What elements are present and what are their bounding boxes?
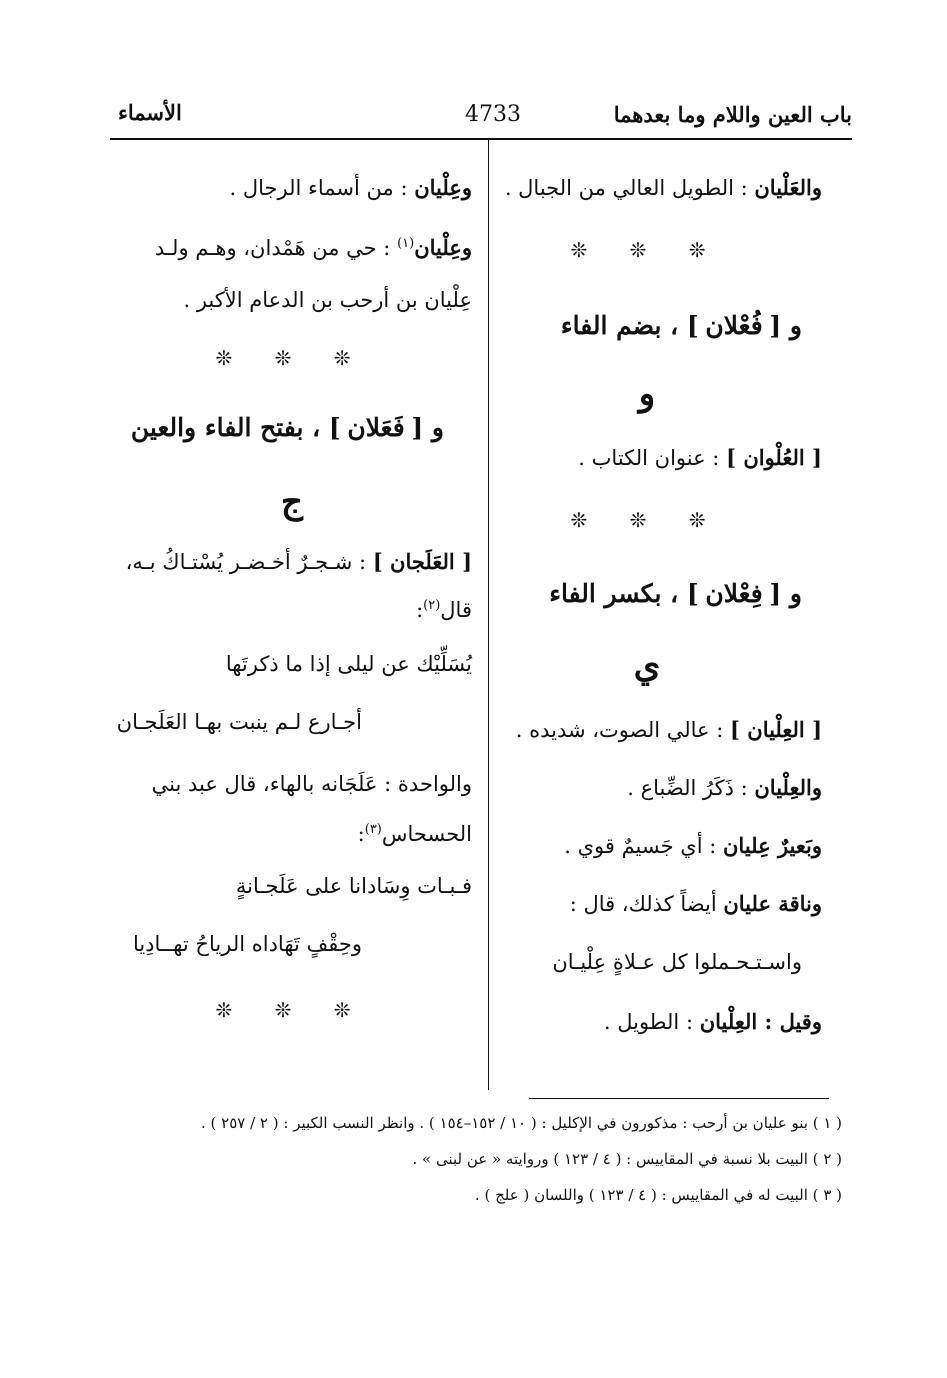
letter-heading-ya: ي bbox=[633, 646, 661, 686]
section-title: الأسماء bbox=[118, 100, 182, 125]
entry-alajan-cont: قال$^{(٢)}$: bbox=[416, 598, 472, 622]
entry-ilyan-hyena: والعِلْيان : ذَكَرُ الضِّباع . bbox=[627, 775, 822, 800]
verse-line: وحِقْفٍ تَهَاداه الرياحُ تهــادِيا bbox=[132, 932, 362, 956]
verse-line: يُسَلِّيْك عن ليلى إذا ما ذكرتَها bbox=[225, 652, 472, 676]
footnote-divider bbox=[529, 1098, 829, 1099]
entry-aalyan-mountains: والعَلْيان : الطويل العالي من الجبال . bbox=[504, 175, 822, 200]
section-heading-faalan: و [ فَعَلان ] ، بفتح الفاء والعين bbox=[130, 413, 444, 442]
chapter-title: باب العين واللام وما بعدهما bbox=[613, 102, 852, 127]
footnote-1: ( ١ ) بنو عليان بن أرحب : مذكورون في الإكليل : ( ١٠ / ١٥٢–١٥٤ ) . وانظر النسب الكبير : ( ٢ / ٢٥٧ ) . bbox=[201, 1114, 842, 1132]
verse-line: أجـارع لـم ينبت بهـا العَلَجـان bbox=[116, 710, 362, 734]
letter-heading-waw: و bbox=[638, 374, 656, 414]
entry-ilyan-tribe: وعِلْيان$^{(١)}$ : حي من هَمْدان، وهـم ولـد bbox=[154, 235, 472, 260]
verse-line: واسـتـحـملوا كل عـلاةٍ عِلْيـان bbox=[552, 950, 802, 974]
entry-alajana: والواحدة : عَلَجَانه بالهاء، قال عبد بني bbox=[151, 772, 472, 796]
footnote-3: ( ٣ ) البيت له في المقاييس : ( ٤ / ١٢٣ ) واللسان ( علج ) . bbox=[474, 1186, 842, 1204]
section-separator: ❊ ❊ ❊ bbox=[570, 238, 724, 262]
page-number: 4733 bbox=[465, 102, 521, 127]
verse-line: فـبـات وِسَادانا على عَلَجـانةٍ bbox=[235, 874, 472, 898]
section-separator: ❊ ❊ ❊ bbox=[215, 346, 369, 370]
section-heading-fulan: و [ فُعْلان ] ، بضم الفاء bbox=[560, 311, 802, 340]
entry-ilyan-tall: وقيل : العِلْيان : الطويل . bbox=[603, 1009, 822, 1034]
entry-ilyan-tribe-cont: عِلْيان بن أرحب بن الدعام الأكبر . bbox=[183, 288, 472, 312]
entry-ilyan-names: وعِلْيان : من أسماء الرجال . bbox=[229, 175, 472, 200]
entry-bair-ilyan: وبَعيرٌ عِليان : أي جَسيمٌ قوي . bbox=[564, 833, 822, 858]
entry-ulwan: [ العُلْوان ] : عنوان الكتاب . bbox=[578, 445, 822, 470]
footnote-2: ( ٢ ) البيت بلا نسبة في المقاييس : ( ٤ / ١٢٣ ) وروايته « عن لبنى » . bbox=[412, 1150, 842, 1168]
section-heading-filan: و [ فِعْلان ] ، بكسر الفاء bbox=[549, 579, 802, 608]
entry-alajan: [ العَلَجان ] : شـجـرٌ أخـضـر يُسْتـاكُ بـه، bbox=[125, 549, 472, 574]
column-divider bbox=[488, 140, 489, 1090]
section-separator: ❊ ❊ ❊ bbox=[215, 998, 369, 1022]
entry-naqa-ilyan: وناقة عليان أيضاً كذلك، قال : bbox=[569, 891, 822, 916]
letter-heading-jim: ج bbox=[281, 482, 303, 522]
entry-alajana-cont: الحسحاس$^{(٣)}$: bbox=[357, 822, 472, 846]
section-separator: ❊ ❊ ❊ bbox=[570, 508, 724, 532]
page-header bbox=[110, 92, 852, 140]
entry-ilyan-voice: [ العِلْيان ] : عالي الصوت، شديده . bbox=[515, 717, 822, 742]
